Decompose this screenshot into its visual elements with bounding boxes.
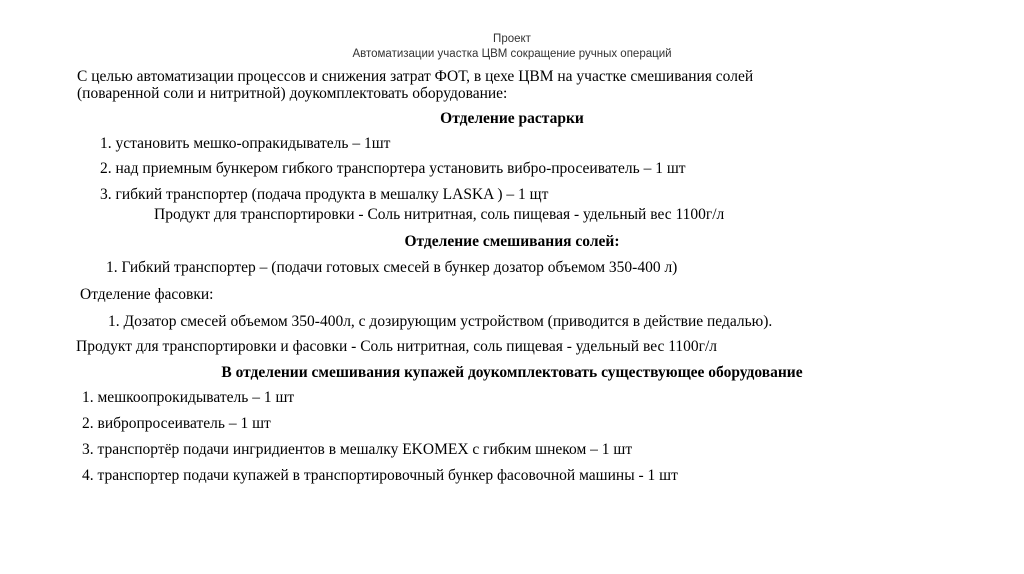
list-item: 2. вибропросеиватель – 1 шт <box>82 415 271 432</box>
intro-line-1: С целью автоматизации процессов и снижения затрат ФОТ, в цехе ЦВМ на участке смешивания солей <box>77 68 754 85</box>
section-title-packing: Отделение фасовки: <box>80 286 214 303</box>
list-item: 3. гибкий транспортер (подача продукта в мешалку LASKA ) – 1 щт <box>100 186 549 203</box>
list-item: 1. Дозатор смесей объемом 350-400л, с дозирующим устройством (приводится в действие педалью). <box>108 313 773 330</box>
section-title-rastarka: Отделение растарки <box>440 110 584 127</box>
header-subtitle: Автоматизации участка ЦВМ сокращение ручных операций <box>352 48 672 60</box>
section-title-kupazh: В отделении смешивания купажей доукомплектовать существующее оборудование <box>221 364 803 381</box>
list-item: 1. мешкоопрокидыватель – 1 шт <box>82 389 295 406</box>
product-note: Продукт для транспортировки - Соль нитритная, соль пищевая - удельный вес 1100г/л <box>154 206 725 223</box>
list-item: 3. транспортёр подачи ингридиентов в мешалку EKOMEX с гибким шнеком – 1 шт <box>82 441 633 458</box>
header-title: Проект <box>493 33 531 45</box>
list-item: 1. Гибкий транспортер – (подачи готовых смесей в бункер дозатор объемом 350-400 л) <box>106 259 678 276</box>
product-note: Продукт для транспортировки и фасовки - Соль нитритная, соль пищевая - удельный вес 1100г/л <box>76 338 718 355</box>
intro-line-2: (поваренной соли и нитритной) доукомплектовать оборудование: <box>77 85 508 102</box>
list-item: 4. транспортер подачи купажей в транспортировочный бункер фасовочной машины - 1 шт <box>82 467 678 484</box>
section-title-mixing: Отделение смешивания солей: <box>404 233 620 250</box>
list-item: 1. установить мешко-опракидыватель – 1шт <box>100 135 391 152</box>
list-item: 2. над приемным бункером гибкого транспортера установить вибро-просеиватель – 1 шт <box>100 160 686 177</box>
